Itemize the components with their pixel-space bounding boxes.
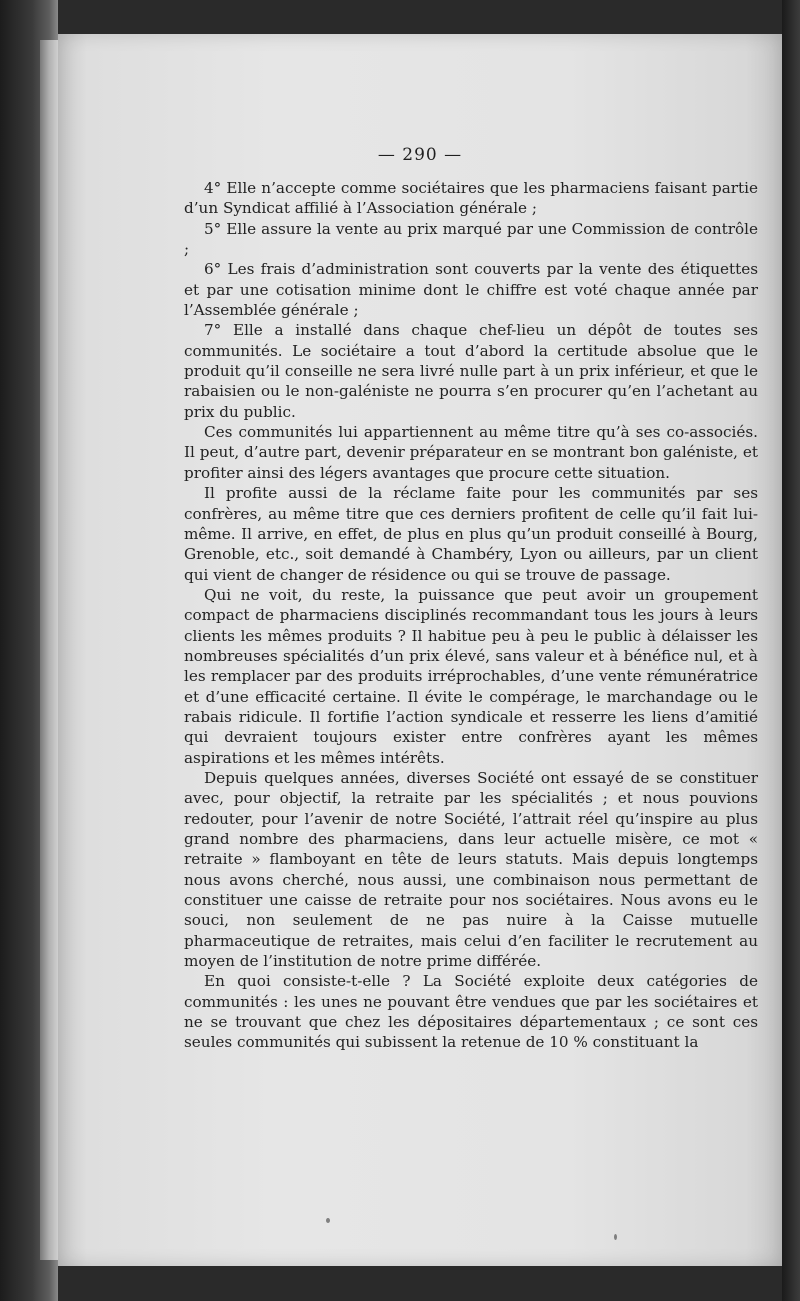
ink-speck xyxy=(326,1218,330,1223)
paragraph-1: 4° Elle n’accepte comme sociétaires que les pharmaciens faisant partie d’un Syndicat affilié à l’Association générale ; xyxy=(184,179,758,218)
page-number: — 290 — xyxy=(377,145,463,165)
paragraph-6: Il profite aussi de la réclame faite pour les communités par ses confrères, au même titre que ces derniers profitent de celle qu’il fait lui-même. Il arrive, en effet, de plus en plus qu’un produit conseillé à Bourg, Grenoble, etc., soit demandé à Chambéry, Lyon ou ailleurs, par un client qui vient de changer de résidence ou qui se trouve de passage. xyxy=(184,484,758,584)
paragraph-5: Ces communités lui appartiennent au même titre qu’à ses co-associés. Il peut, d’autre part, devenir préparateur en se montrant bon galéniste, et profiter ainsi des légers avantages que procure cette situation. xyxy=(184,423,758,482)
page-stack-edge xyxy=(40,40,58,1260)
ink-speck xyxy=(614,1234,617,1240)
paragraph-9: En quoi consiste-t-elle ? La Société exploite deux catégories de communités : les unes ne pouvant être vendues que par les sociétaires et ne se trouvant que chez les dépositaires départementaux ; ce sont ces seules communités qui subissent la retenue de 10 % constituant la xyxy=(184,972,758,1052)
paragraph-2: 5° Elle assure la vente au prix marqué par une Commission de contrôle ; xyxy=(184,219,758,259)
paragraph-8: Depuis quelques années, diverses Société ont essayé de se constituer avec, pour objectif, la retraite par les spécialités ; et nous pouvions redouter, pour l’avenir de notre Société, l’attrait réel qu’inspire au plus grand nombre des pharmaciens, dans leur actuelle misère, ce mot « retraite » flamboyant en tête de leurs statuts. Mais depuis longtemps nous avons cherché, nous aussi, une combinaison nous permettant de constituer une caisse de retraite pour nos sociétaires. Nous avons eu le souci, non seulement de ne pas nuire à la Caisse mutuelle pharmaceutique de retraites, mais celui d’en faciliter le recrutement au moyen de l’institution de notre prime différée. xyxy=(184,768,758,971)
paragraph-7: Qui ne voit, du reste, la puissance que peut avoir un groupement compact de pharmaciens disciplinés recommandant tous les jours à leurs clients les mêmes produits ? Il habitue peu à peu le public à délaisser les nombreuses spécialités d’un prix élevé, sans valeur et à bénéfice nul, et à les remplacer par des produits irréprochables, d’une vente rémunératrice et d’une efficacité certaine. Il évite le compérage, le marchandage ou le rabais ridicule. Il fortifie l’action syndicale et resserre les liens d’amitié qui devraient toujours exister entre confrères ayant les mêmes aspirations et les mêmes intérêts. xyxy=(184,585,758,767)
paragraph-4: 7° Elle a installé dans chaque chef-lieu un dépôt de toutes ses communités. Le sociétaire a tout d’abord la certitude absolue que le produit qu’il conseille ne sera livré nulle part à un prix inférieur, et que le rabaisien ou le non-galéniste ne pourra s’en procurer qu’en l’achetant au prix du public. xyxy=(184,321,758,421)
body-text xyxy=(184,178,758,1053)
paragraph-3: 6° Les frais d’administration sont couverts par la vente des étiquettes et par une cotisation minime dont le chiffre est voté chaque année par l’Assemblée générale ; xyxy=(184,260,758,320)
gutter-shadow xyxy=(782,0,800,1301)
